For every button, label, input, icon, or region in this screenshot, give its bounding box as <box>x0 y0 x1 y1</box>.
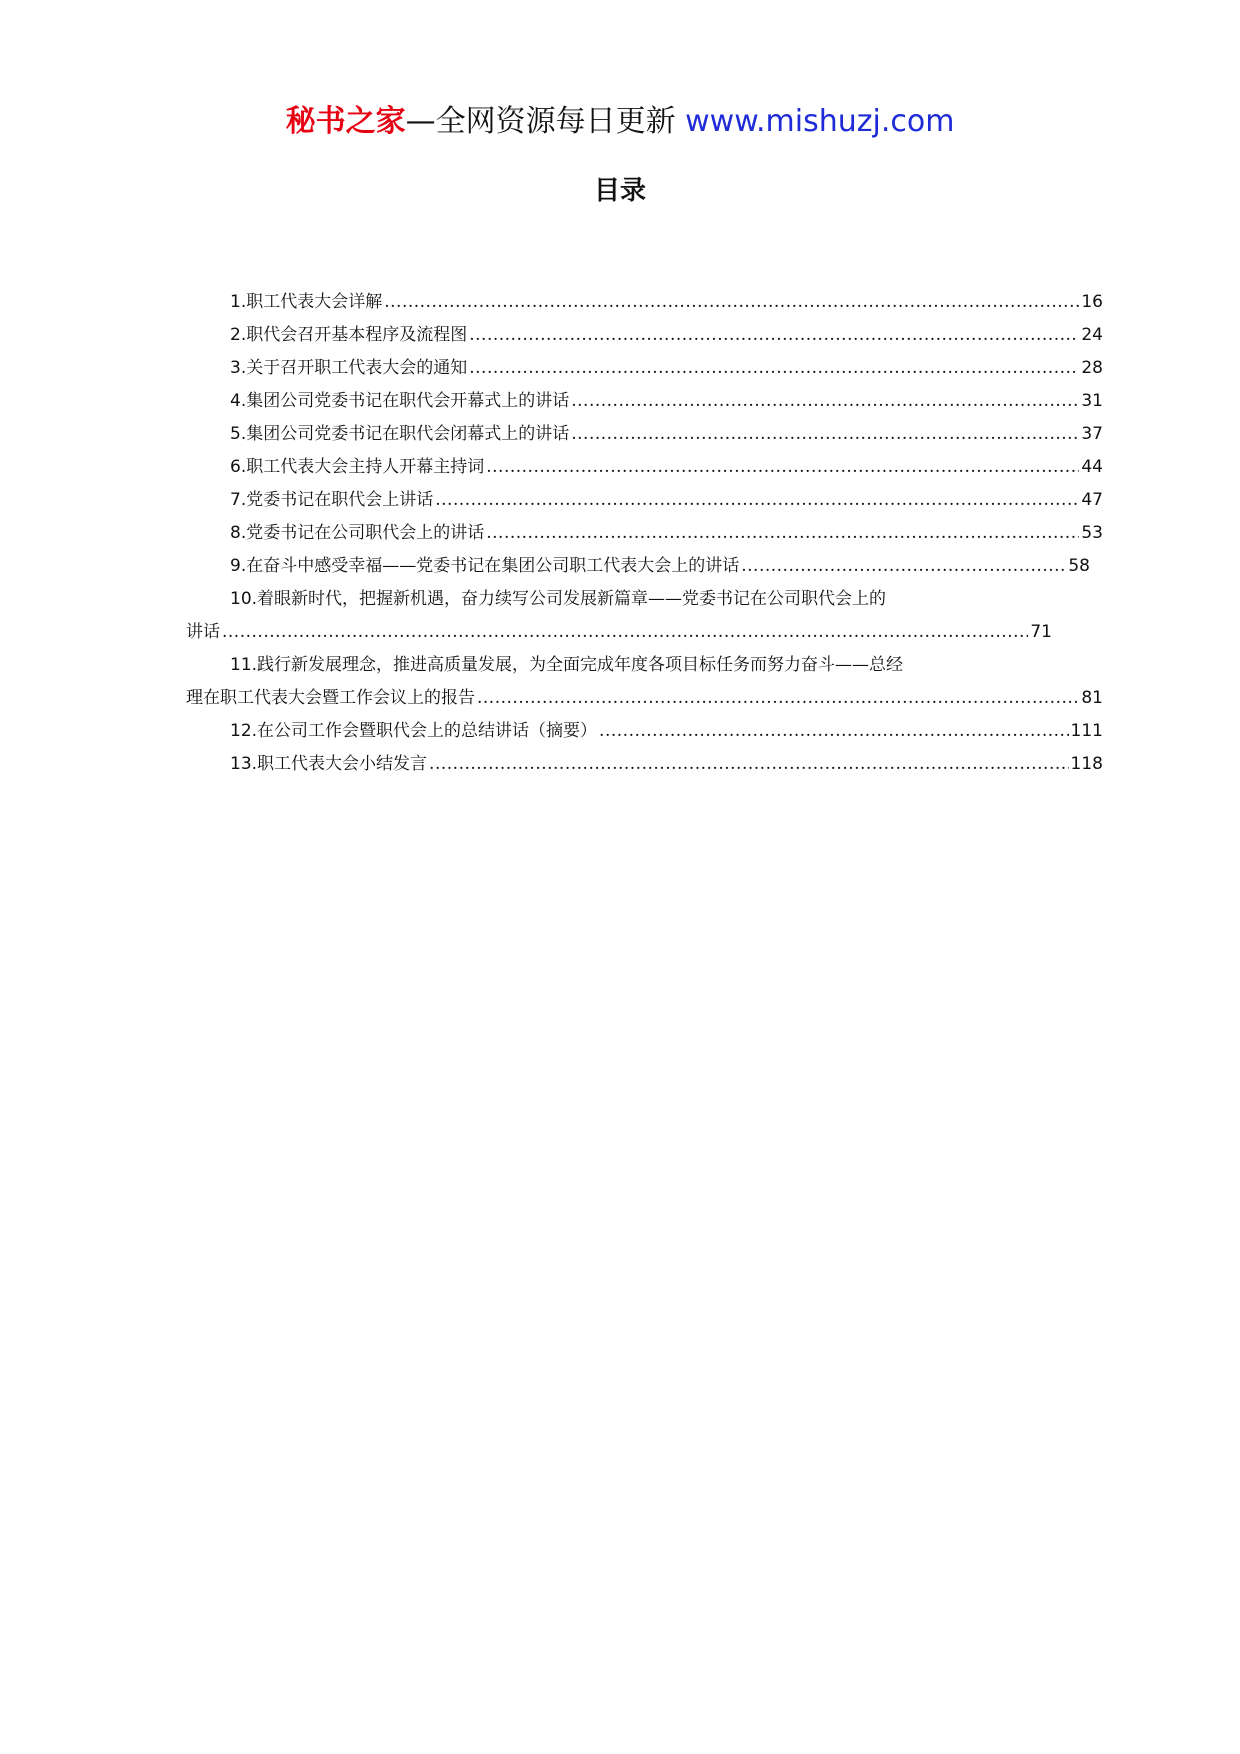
toc-leader-dots <box>477 682 1079 715</box>
toc-leader-dots <box>486 451 1079 484</box>
toc-entry[interactable] <box>186 649 1103 715</box>
toc-leader-dots <box>384 286 1079 319</box>
toc-leader-dots <box>429 748 1069 781</box>
toc-entry-number: 7. <box>230 490 247 510</box>
toc-entry-page: 37 <box>1081 424 1103 444</box>
toc-entry-title: 集团公司党委书记在职代会闭幕式上的讲话 <box>246 424 570 444</box>
table-of-contents <box>186 286 1103 781</box>
site-url-link[interactable]: www.mishuzj.com <box>685 104 955 139</box>
toc-entry[interactable] <box>186 517 1103 550</box>
toc-entry-title: 职代会召开基本程序及流程图 <box>246 325 468 345</box>
toc-leader-dots <box>469 319 1079 352</box>
toc-entry-page: 47 <box>1081 490 1103 510</box>
toc-title: 目录 <box>593 176 646 206</box>
toc-entry-number: 12. <box>230 721 258 741</box>
toc-entry-number: 13. <box>230 754 258 774</box>
toc-entry[interactable] <box>186 748 1103 781</box>
toc-entry[interactable] <box>186 418 1103 451</box>
toc-entry-title-continued: 讲话 <box>186 622 220 642</box>
toc-entry-page: 71 <box>1030 622 1052 642</box>
toc-leader-dots <box>222 616 1028 649</box>
toc-entry-title: 着眼新时代，把握新机遇，奋力续写公司发展新篇章——党委书记在公司职代会上的 <box>257 589 887 609</box>
toc-entry-number: 4. <box>230 391 247 411</box>
toc-entry-title: 在公司工作会暨职代会上的总结讲话（摘要） <box>257 721 598 741</box>
toc-entry-number: 5. <box>230 424 247 444</box>
toc-entry[interactable] <box>186 319 1103 352</box>
toc-leader-dots <box>435 484 1079 517</box>
toc-entry-title: 职工代表大会详解 <box>246 292 383 312</box>
toc-entry[interactable] <box>186 451 1103 484</box>
toc-entry-number: 3. <box>230 358 247 378</box>
toc-leader-dots <box>741 550 1066 583</box>
toc-entry[interactable] <box>186 715 1103 748</box>
toc-entry-number: 11. <box>230 655 258 675</box>
toc-entry[interactable] <box>186 352 1103 385</box>
brand-name: 秘书之家 <box>285 104 406 139</box>
toc-entry[interactable] <box>186 385 1103 418</box>
toc-entry[interactable] <box>186 484 1103 517</box>
site-slogan: —全网资源每日更新 <box>405 104 676 139</box>
toc-entry-page: 44 <box>1081 457 1103 477</box>
toc-entry-page: 31 <box>1081 391 1103 411</box>
toc-entry-title: 职工代表大会主持人开幕主持词 <box>246 457 485 477</box>
toc-entry[interactable] <box>186 550 1090 583</box>
toc-entry[interactable] <box>186 286 1103 319</box>
toc-entry-title: 党委书记在职代会上讲话 <box>246 490 434 510</box>
toc-entry-page: 53 <box>1081 523 1103 543</box>
toc-entry-title-continued: 理在职工代表大会暨工作会议上的报告 <box>186 688 475 708</box>
toc-entry-title: 关于召开职工代表大会的通知 <box>246 358 468 378</box>
toc-entry-number: 10. <box>230 589 258 609</box>
toc-entry-title: 党委书记在公司职代会上的讲话 <box>246 523 485 543</box>
toc-leader-dots <box>486 517 1079 550</box>
toc-entry-page: 81 <box>1081 688 1103 708</box>
toc-entry-page: 28 <box>1081 358 1103 378</box>
toc-entry-number: 6. <box>230 457 247 477</box>
toc-entry-number: 8. <box>230 523 247 543</box>
toc-leader-dots <box>599 715 1069 748</box>
toc-leader-dots <box>571 385 1079 418</box>
toc-entry[interactable] <box>186 583 1103 649</box>
toc-entry-page: 111 <box>1070 721 1103 741</box>
toc-entry-page: 16 <box>1081 292 1103 312</box>
toc-entry-page: 118 <box>1070 754 1103 774</box>
toc-entry-title: 践行新发展理念，推进高质量发展，为全面完成年度各项目标任务而努力奋斗——总经 <box>257 655 904 675</box>
toc-entry-title: 职工代表大会小结发言 <box>257 754 428 774</box>
toc-entry-page: 58 <box>1068 556 1090 576</box>
toc-leader-dots <box>469 352 1079 385</box>
toc-entry-title: 集团公司党委书记在职代会开幕式上的讲话 <box>246 391 570 411</box>
toc-leader-dots <box>571 418 1079 451</box>
site-header <box>0 102 1240 142</box>
toc-entry-title: 在奋斗中感受幸福——党委书记在集团公司职工代表大会上的讲话 <box>246 556 740 576</box>
toc-entry-number: 9. <box>230 556 247 576</box>
toc-entry-number: 1. <box>230 292 247 312</box>
toc-entry-number: 2. <box>230 325 247 345</box>
toc-entry-page: 24 <box>1081 325 1103 345</box>
